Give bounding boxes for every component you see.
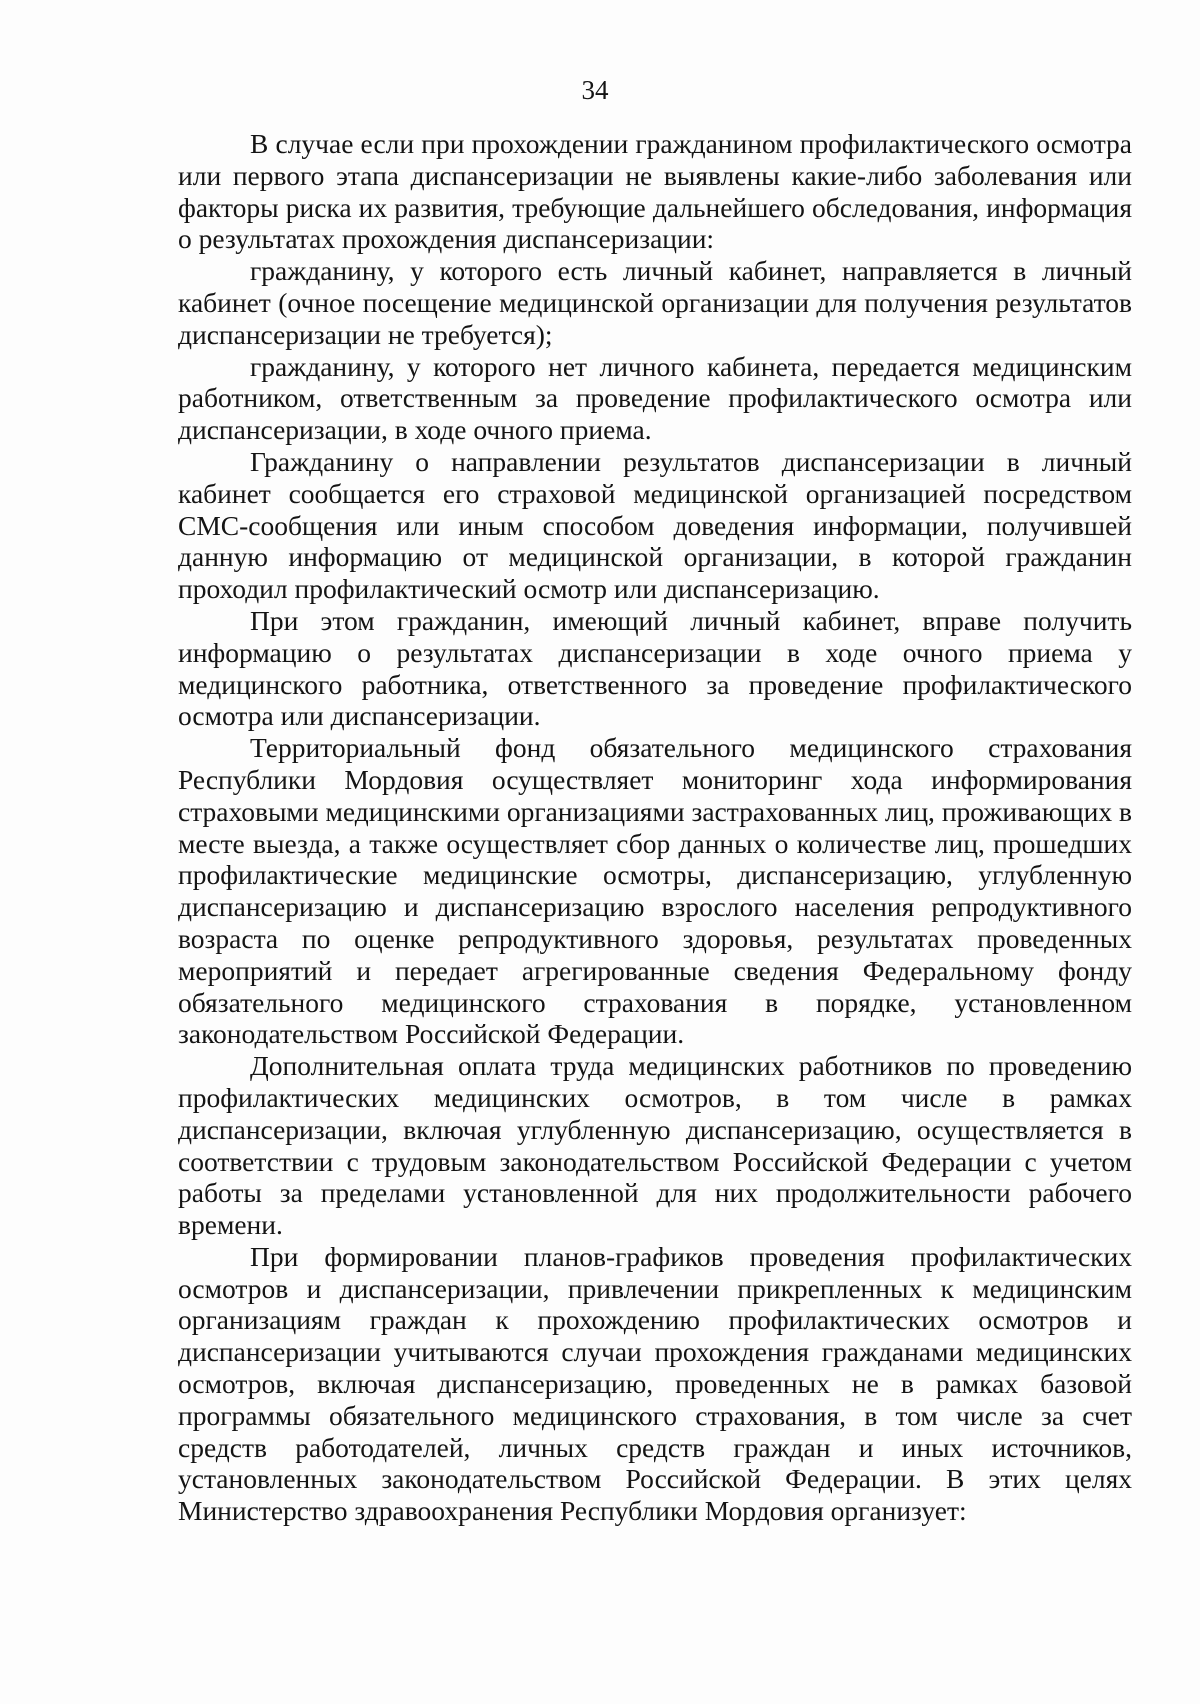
paragraph-additional-pay: Дополнительная оплата труда медицинских работников по проведению профилактических медицинских осмотров, в том числе в рамках диспансеризации, включая углубленную диспансеризацию, осуществляется в соответствии с трудовым законодательством Российской Федерации с учетом работы за пределами установленной для них продолжительности рабочего времени. [178,1050,1132,1241]
paragraph-without-personal-account: гражданину, у которого нет личного кабинета, передается медицинским работником, ответственным за проведение профилактического осмотра или диспансеризации, в ходе очного приема. [178,350,1132,446]
paragraph-in-person-results: При этом гражданин, имеющий личный кабинет, вправе получить информацию о результатах диспансеризации в ходе очного приема у медицинского работника, ответственного за проведение профилактического осмотра или диспансеризации. [178,604,1132,732]
document-body [178,128,1132,1527]
paragraph-screening-results: В случае если при прохождении гражданином профилактического осмотра или первого этапа диспансеризации не выявлены какие-либо заболевания или факторы риска их развития, требующие дальнейшего обследования, информация о результатах прохождения диспансеризации: [178,128,1132,255]
paragraph-schedule-planning: При формировании планов-графиков проведения профилактических осмотров и диспансеризации, привлечении прикрепленных к медицинским организациям граждан к прохождению профилактических осмотров и диспансеризации учитываются случаи прохождения гражданами медицинских осмотров, включая диспансеризацию, проведенных не в рамках базовой программы обязательного медицинского страхования, в том числе за счет средств работодателей, личных средств граждан и иных источников, установленных законодательством Российской Федерации. В этих целях Министерство здравоохранения Республики Мордовия организует: [178,1240,1132,1527]
paragraph-with-personal-account: гражданину, у которого есть личный кабинет, направляется в личный кабинет (очное посещение медицинской организации для получения результатов диспансеризации не требуется); [178,255,1132,350]
page-number: 34 [581,75,609,105]
paragraph-sms-notification: Гражданину о направлении результатов диспансеризации в личный кабинет сообщается его страховой медицинской организацией посредством СМС-сообщения или иным способом доведения информации, получившей данную информацию от медицинской организации, в которой гражданин проходил профилактический осмотр или диспансеризацию. [178,445,1132,605]
paragraph-territorial-fund-monitoring: Территориальный фонд обязательного медицинского страхования Республики Мордовия осуществляет мониторинг хода информирования страховыми медицинскими организациями застрахованных лиц, проживающих в месте выезда, а также осуществляет сбор данных о количестве лиц, прошедших профилактические медицинские осмотры, диспансеризацию, углубленную диспансеризацию и диспансеризацию взрослого населения репродуктивного возраста по оценке репродуктивного здоровья, результатах проведенных мероприятий и передает агрегированные сведения Федеральному фонду обязательного медицинского страхования в порядке, установленном законодательством Российской Федерации. [178,732,1132,1050]
